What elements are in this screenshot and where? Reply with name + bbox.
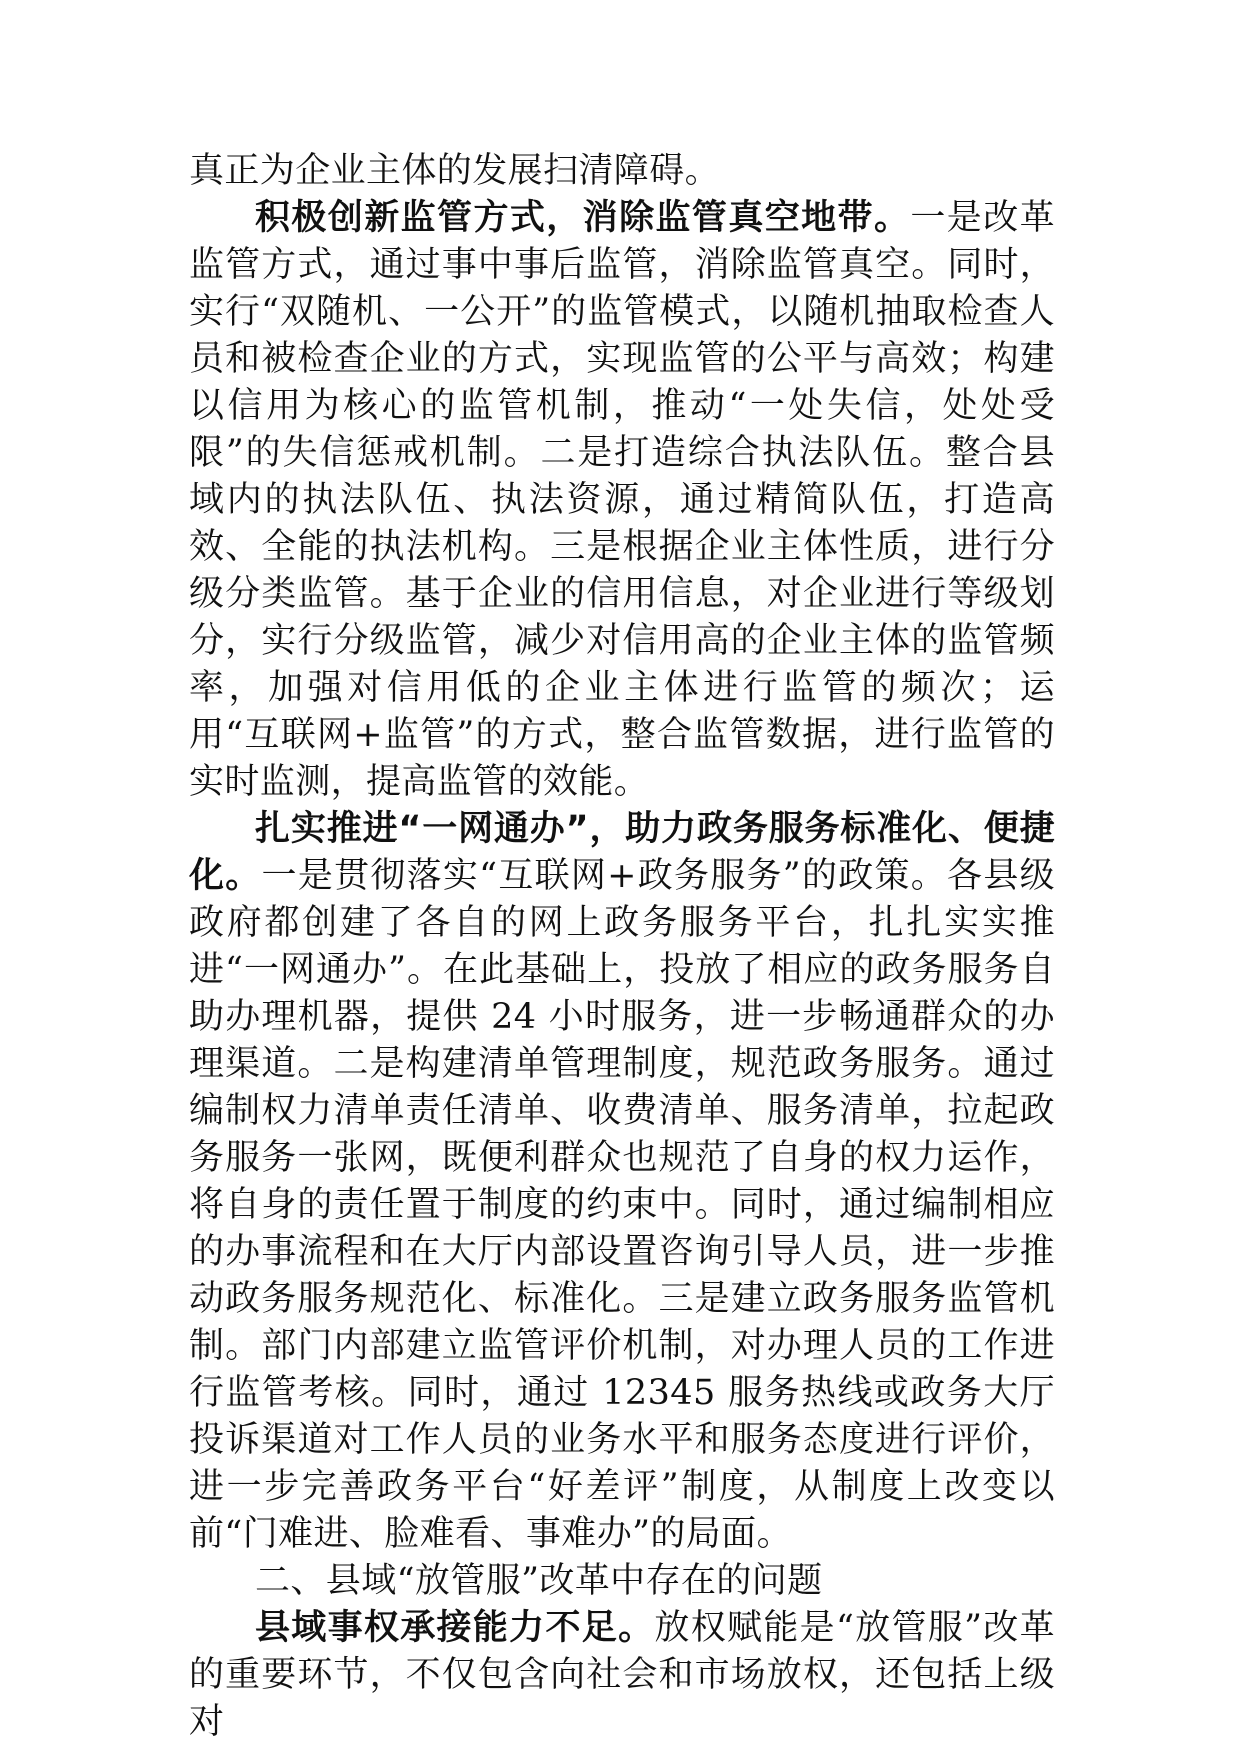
section-heading-problems [189,1558,1055,1605]
paragraph-capacity [189,1605,1055,1746]
paragraph-heading-one-network: 扎实推进“一网通办”，助力政务服务标准化、便捷化。 [189,809,1055,896]
paragraph-text: 真正为企业主体的发展扫清障碍。 [189,151,721,191]
paragraph-text: 放权赋能是“放管服”改革的重要环节，不仅包含向社会和市场放权，还包括上级对 [189,1608,1055,1742]
paragraph-text: 一是贯彻落实“互联网+政务服务”的政策。各县级政府都创建了各自的网上政务服务平台，扎扎实实推进“一网通办”。在此基础上，投放了相应的政务服务自助办理机器，提供 24 小时服务，进一步畅通群众的办理渠道。二是构建清单管理制度，规范政务服务。通过编制权力清单责任清单、收费清单、服务清单，拉起政务服务一张网，既便利群众也规范了自身的权力运作，将自身的责任置于制度的约束中。同时，通过编制相应的办事流程和在大厅内部设置咨询引导人员，进一步推动政务服务规范化、标准化。三是建立政务服务监管机制。部门内部建立监管评价机制，对办理人员的工作进行监管考核。同时，通过 12345 服务热线或政务大厅投诉渠道对工作人员的业务水平和服务态度进行评价，进一步完善政务平台“好差评”制度，从制度上改变以前“门难进、脸难看、事难办”的局面。 [189,856,1055,1554]
paragraph-heading-capacity: 县域事权承接能力不足。 [255,1608,655,1648]
paragraph-one-network [189,806,1055,1558]
paragraph-heading-supervision: 积极创新监管方式，消除监管真空地带。 [255,198,911,238]
paragraph-text: 一是改革监管方式，通过事中事后监管，消除监管真空。同时，实行“双随机、一公开”的监管模式，以随机抽取检查人员和被检查企业的方式，实现监管的公平与高效；构建以信用为核心的监管机制，推动“一处失信，处处受限”的失信惩戒机制。二是打造综合执法队伍。整合县域内的执法队伍、执法资源，通过精简队伍，打造高效、全能的执法机构。三是根据企业主体性质，进行分级分类监管。基于企业的信用信息，对企业进行等级划分，实行分级监管，减少对信用高的企业主体的监管频率，加强对信用低的企业主体进行监管的频次；运用“互联网+监管”的方式，整合监管数据，进行监管的实时监测，提高监管的效能。 [189,198,1056,802]
paragraph-continuation [189,148,1055,195]
document-page [189,148,1055,1746]
section-heading-text: 二、县域“放管服”改革中存在的问题 [255,1561,823,1601]
paragraph-supervision [189,195,1055,806]
